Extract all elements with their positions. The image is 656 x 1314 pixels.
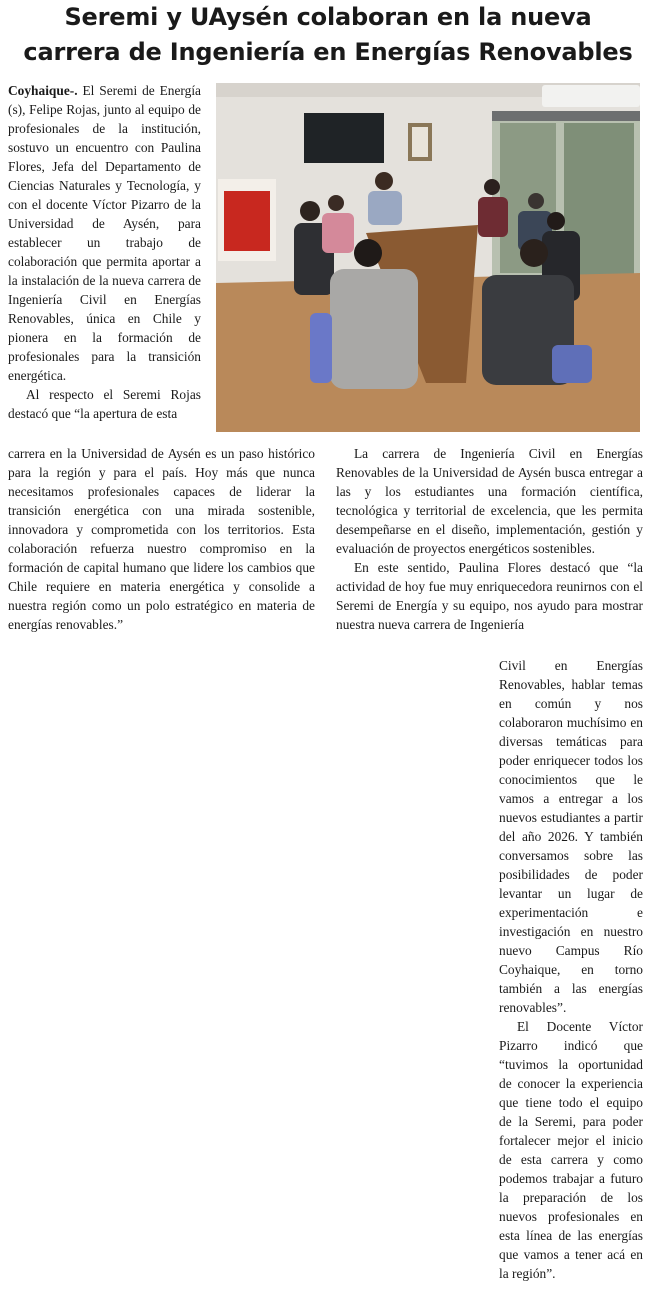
column-1-bottom bbox=[8, 444, 315, 634]
paragraph-4-continued: Civil en Energías Renovables, hablar temas en común y nos colaboraron muchísimo en diversas temáticas para poder enriquecer todos los conocimientos que le vamos a entregar a los nuevos estudiantes a partir del año 2026. Y también conversamos sobre las posibilidades de poder levantar un lugar de experimentación e investigación en nuestro nuevo Campus Río Coyhaique, en torno también a las energías renovables”. bbox=[499, 658, 643, 1015]
column-1-top bbox=[8, 81, 201, 423]
headline bbox=[0, 0, 656, 70]
paragraph-1: Coyhaique-. El Seremi de Energía (s), Felipe Rojas, junto al equipo de profesionales de la institución, sostuvo un encuentro con Paulina Flores, Jefa del Departamento de Ciencias Naturales y Tecnología, y con el docente Víctor Pizarro de la Universidad de Aysén, para establecer un trabajo de colaboración que permita aportar a la instalación de la nueva carrera de Ingeniería Civil en Energías Renovables, única en Chile y pionera en la formación de profesionales para la transición energética. bbox=[8, 83, 201, 383]
paragraph-5: El Docente Víctor Pizarro indicó que “tuvimos la oportunidad de conocer la experiencia que tiene todo el equipo de la Seremi, para poder fortalecer mejor el inicio de esta carrera y como podemos trabajar a futuro la preparación de los nuevos profesionales en esta línea de las energías que vamos a tener acá en la región”. bbox=[499, 1019, 643, 1281]
paragraph-3: La carrera de Ingeniería Civil en Energías Renovables de la Universidad de Aysén busca entregar a las y los estudiantes una formación científica, tecnológica y territorial de excelencia, que les permita desempeñarse en el diseño, implementación, gestión y evaluación de proyectos energéticos sostenibles. bbox=[336, 446, 643, 556]
column-2-narrow bbox=[499, 656, 643, 1283]
column-2-top bbox=[336, 444, 643, 634]
meeting-photo bbox=[216, 83, 640, 432]
paragraph-2-continued: carrera en la Universidad de Aysén es un paso histórico para la región y para el país. Hoy más que nunca necesitamos profesionales capaces de liderar la transición energética con una mirada sostenible, innovadora y comprometida con los territorios. Esta colaboración refuerza nuestro compromiso en la formación de capital humano que lidere los cambios que Chile requiere en materia energética y consolide a nuestra región como un polo estratégico en materia de energías renovables.” bbox=[8, 446, 315, 632]
paragraph-4-start: En este sentido, Paulina Flores destacó que “la actividad de hoy fue muy enriquecedora reunirnos con el Seremi de Energía y su equipo, nos ayudo para mostrar nuestra nueva carrera de Ingeniería bbox=[336, 560, 643, 632]
paragraph-2-start: Al respecto el Seremi Rojas destacó que “la apertura de esta bbox=[8, 387, 201, 421]
headline-line-2: carrera de Ingeniería en Energías Renovables bbox=[23, 38, 633, 66]
meeting-photo-illustration bbox=[216, 83, 640, 432]
dateline: Coyhaique-. bbox=[8, 83, 78, 98]
headline-line-1: Seremi y UAysén colaboran en la nueva bbox=[64, 3, 592, 31]
